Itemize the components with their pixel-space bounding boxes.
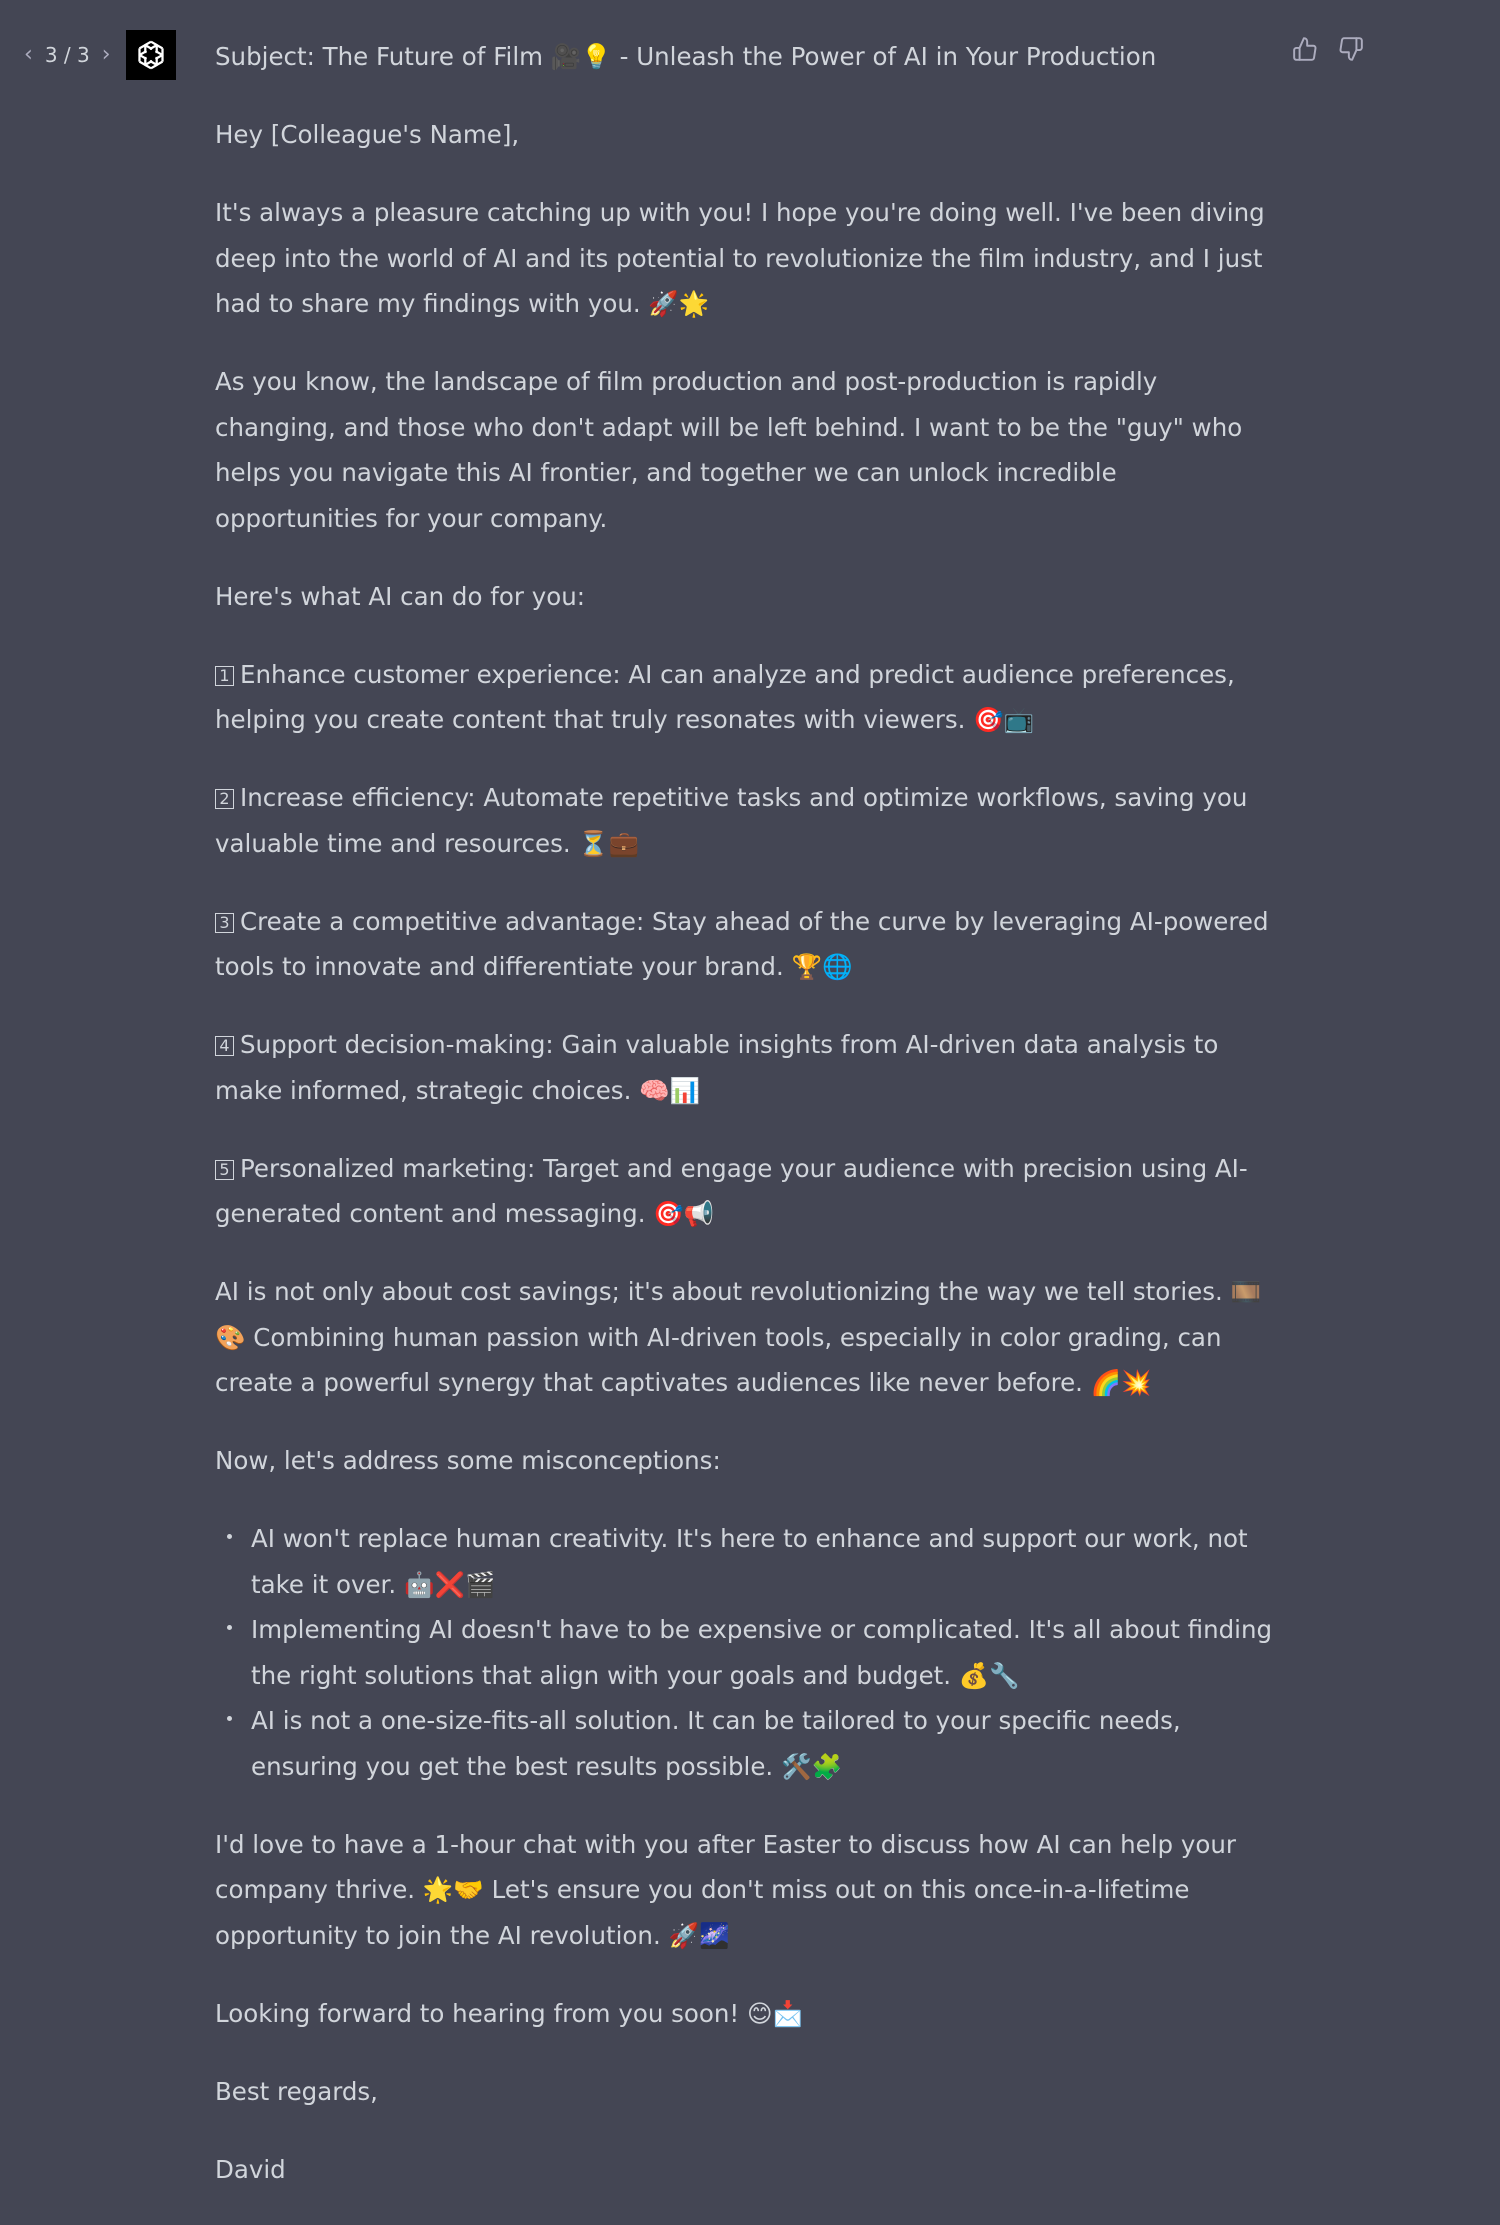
keycap-number-icon: 3 [215, 913, 234, 933]
chevron-right-icon[interactable]: › [101, 42, 111, 67]
benefit-item [215, 1146, 1280, 1237]
response-pager [22, 42, 113, 67]
paragraph-storytelling: AI is not only about cost savings; it's about revolutionizing the way we tell stories. 🎞️🎨 Combining human passion with AI-driven tools, especially in color grading, can create a powerful synergy that captivates audiences like never before. 🌈💥 [215, 1277, 1262, 1397]
paragraph-intro: It's always a pleasure catching up with you! I hope you're doing well. I've been diving deep into the world of AI and its potential to revolutionize the film industry, and I just had to share my findings with you. 🚀🌟 [215, 198, 1265, 318]
keycap-number-icon: 1 [215, 666, 234, 686]
paragraph-closing: Looking forward to hearing from you soon! 😊📩 [215, 1998, 804, 2028]
email-signoff: Best regards, [215, 2076, 378, 2106]
paragraph-invite: I'd love to have a 1-hour chat with you after Easter to discuss how AI can help your company thrive. 🌟🤝 Let's ensure you don't miss out on this once-in-a-lifetime opportunity to join the AI revolution. 🚀🌌 [215, 1829, 1236, 1950]
feedback-buttons [1292, 36, 1364, 62]
benefit-text: Support decision-making: Gain valuable insights from AI-driven data analysis to make informed, strategic choices. 🧠📊 [215, 1030, 1219, 1105]
keycap-number-icon: 4 [215, 1036, 234, 1056]
benefit-item [215, 899, 1280, 990]
openai-logo-icon [132, 36, 170, 74]
email-subject: Subject: The Future of Film 🎥💡 - Unleash the Power of AI in Your Production [215, 42, 1157, 71]
benefit-text: Create a competitive advantage: Stay ahead of the curve by leveraging AI-powered tools to innovate and differentiate your brand. 🏆🌐 [215, 906, 1269, 981]
keycap-number-icon: 5 [215, 1160, 234, 1180]
pager-count: 3 / 3 [44, 42, 90, 67]
benefit-item [215, 652, 1280, 743]
email-greeting: Hey [Colleague's Name], [215, 120, 520, 149]
benefit-item [215, 775, 1280, 866]
email-signature: David [215, 2154, 286, 2184]
misconceptions-intro: Now, let's address some misconceptions: [215, 1446, 721, 1475]
list-item: AI won't replace human creativity. It's here to enhance and support our work, not take it over. 🤖❌🎬 [251, 1516, 1280, 1607]
assistant-avatar [126, 30, 176, 80]
chevron-left-icon[interactable]: ‹ [24, 42, 33, 67]
list-item: Implementing AI doesn't have to be expensive or complicated. It's all about finding the right solutions that align with your goals and budget. 💰🔧 [251, 1607, 1280, 1698]
benefit-text: Personalized marketing: Target and engage your audience with precision using AI-generated content and messaging. 🎯📢 [215, 1153, 1248, 1228]
thumbs-up-icon[interactable] [1292, 36, 1318, 62]
misconceptions-list [215, 1516, 1280, 1789]
benefit-text: Increase efficiency: Automate repetitive tasks and optimize workflows, saving you valuable time and resources. ⏳💼 [215, 783, 1248, 858]
thumbs-down-icon[interactable] [1338, 36, 1364, 62]
keycap-number-icon: 2 [215, 789, 234, 809]
benefits-intro: Here's what AI can do for you: [215, 581, 586, 611]
assistant-message [215, 34, 1280, 2225]
list-item: AI is not a one-size-fits-all solution. It can be tailored to your specific needs, ensuring you get the best results possible. 🛠️🧩 [251, 1698, 1280, 1789]
paragraph-landscape: As you know, the landscape of film production and post-production is rapidly changing, and those who don't adapt will be left behind. I want to be the "guy" who helps you navigate this AI frontier, and together we can unlock incredible opportunities for your company. [215, 367, 1243, 533]
benefit-item [215, 1022, 1280, 1113]
benefit-text: Enhance customer experience: AI can analyze and predict audience preferences, helping you create content that truly resonates with viewers. 🎯📺 [215, 659, 1235, 734]
